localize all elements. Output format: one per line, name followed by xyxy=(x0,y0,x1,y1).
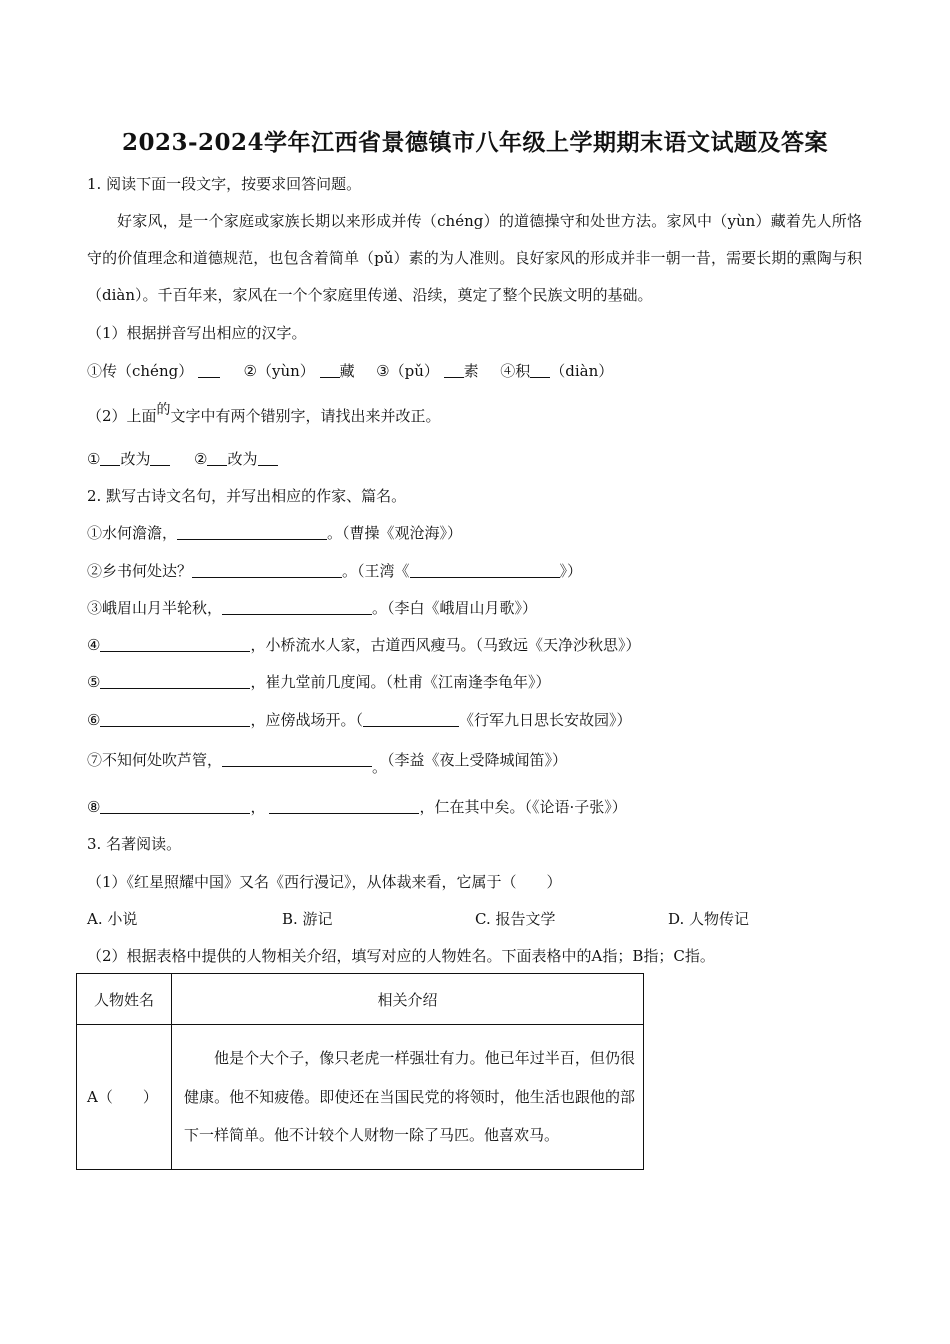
q1-fix2-wrong-blank[interactable] xyxy=(207,451,227,466)
q2-i6-num: ⑥ xyxy=(87,711,101,729)
q1-a4-label: ④积 xyxy=(500,362,531,380)
q2-i2-source: 。（王湾《 xyxy=(342,562,410,580)
q2-i2-blank[interactable] xyxy=(192,563,342,578)
q1-a3-tail: 素 xyxy=(463,362,479,380)
character-table xyxy=(76,973,644,1170)
q1-sub2-sup: 的 xyxy=(156,402,171,418)
q2-i7-source: （李益《夜上受降城闻笛》） xyxy=(387,751,568,769)
table-cell-name-a[interactable]: A（ ） xyxy=(77,1025,172,1170)
q2-i1-source: 。（曹操《观沧海》） xyxy=(327,524,463,542)
q2-i1-blank[interactable] xyxy=(177,525,327,540)
table-header-row xyxy=(77,974,644,1025)
q1-a3-label: ③（pǔ） xyxy=(376,362,439,380)
q2-i5-blank[interactable] xyxy=(100,674,250,689)
q2-i2-text: ②乡书何处达？ xyxy=(87,562,193,580)
q1-a4-tail: （diàn） xyxy=(550,362,614,380)
q1-fix2-right-blank[interactable] xyxy=(258,451,278,466)
q1-passage: 好家风，是一个家庭或家族长期以来形成并传（chéng）的道德操守和处世方法。家风中（yùn）藏着先人所恪守的价值理念和道德规范，也包含着简单（pǔ）素的为人准则。良好家风的形成并非一朝一昔，需要长期的熏陶与积（diàn）。千百年来，家风在一个个家庭里传递、沿续，奠定了整个民族文明的基础。 xyxy=(87,212,862,304)
q2-item-3 xyxy=(87,598,537,618)
q2-i8-comma: ， xyxy=(250,798,266,816)
q2-i2-title-blank[interactable] xyxy=(410,563,560,578)
q2-i8-num: ⑧ xyxy=(87,798,101,816)
q2-i6-source: 《行军九日思长安故园》） xyxy=(458,711,632,729)
q2-i3-source: 。（李白《峨眉山月歌》） xyxy=(372,599,538,617)
q1-fix1-mid: 改为 xyxy=(120,450,151,468)
q2-i3-text: ③峨眉山月半轮秋， xyxy=(87,599,223,617)
q1-sub2 xyxy=(87,402,441,427)
q1-a2-label: ②（yùn） xyxy=(243,362,315,380)
q1-a1-blank[interactable] xyxy=(198,363,220,378)
q2-i8-blank-2[interactable] xyxy=(269,799,419,814)
table-cell-intro-a: 他是个大个子，像只老虎一样强壮有力。他已年过半百，但仍很健康。他不知疲倦。即使还在当国民党的将领时，他生活也跟他的部下一样简单。他不计较个人财物一除了马匹。他喜欢马。 xyxy=(172,1025,644,1170)
q1-sub2-pre: （2）上面 xyxy=(87,407,157,425)
q2-i6-blank[interactable] xyxy=(100,712,250,727)
q3-stem: 3. 名著阅读。 xyxy=(87,835,182,853)
q2-i7-text: ⑦不知何处吹芦管， xyxy=(87,751,223,769)
page-title: 2023-2024学年江西省景德镇市八年级上学期期末语文试题及答案 xyxy=(121,129,829,156)
q2-i5-text: ，崔九堂前几度闻。（杜甫《江南逢李龟年》） xyxy=(250,673,551,691)
q1-a4-blank[interactable] xyxy=(530,363,550,378)
q2-item-6 xyxy=(87,710,631,730)
q2-item-7 xyxy=(87,750,568,776)
q3-option-c[interactable]: C. 报告文学 xyxy=(475,910,556,928)
q1-a2-blank[interactable] xyxy=(320,363,340,378)
table-header-intro: 相关介绍 xyxy=(172,974,644,1025)
q1-fix2-pre: ② xyxy=(194,450,208,468)
q2-item-2 xyxy=(87,561,582,581)
q3-sub1: （1）《红星照耀中国》又名《西行漫记》，从体裁来看，它属于（ ） xyxy=(87,873,562,891)
q1-fix1-pre: ① xyxy=(87,450,101,468)
q3-option-d[interactable]: D. 人物传记 xyxy=(668,910,750,928)
table-header-name: 人物姓名 xyxy=(77,974,172,1025)
q2-i8-text: ，仁在其中矣。（《论语·子张》） xyxy=(419,798,627,816)
q2-stem: 2. 默写古诗文名句，并写出相应的作家、篇名。 xyxy=(87,487,407,505)
q1-a2-tail: 藏 xyxy=(339,362,355,380)
q2-i6-text: ，应傍战场开。（ xyxy=(250,711,363,729)
q2-i6-author-blank[interactable] xyxy=(363,712,459,727)
q1-a1-label: ①传（chéng） xyxy=(87,362,194,380)
q3-option-a[interactable]: A. 小说 xyxy=(87,910,138,928)
q1-sub1: （1）根据拼音写出相应的汉字。 xyxy=(87,324,307,342)
q2-i5-num: ⑤ xyxy=(87,673,101,691)
q1-sub2-post: 文字中有两个错别字，请找出来并改正。 xyxy=(170,407,441,425)
q3-option-b[interactable]: B. 游记 xyxy=(282,910,333,928)
q3-sub2: （2）根据表格中提供的人物相关介绍，填写对应的人物姓名。下面表格中的A指；B指；C指。 xyxy=(87,947,715,965)
q2-i8-blank-1[interactable] xyxy=(100,799,250,814)
q2-i3-blank[interactable] xyxy=(222,600,372,615)
q1-fix-row xyxy=(87,449,278,469)
q1-sub1-answers xyxy=(87,361,613,381)
q2-item-4 xyxy=(87,635,640,655)
q1-a3-blank[interactable] xyxy=(444,363,464,378)
q2-i1-text: ①水何澹澹， xyxy=(87,524,178,542)
q1-fix2-mid: 改为 xyxy=(227,450,258,468)
q2-i7-period: 。 xyxy=(372,758,388,776)
q2-item-8 xyxy=(87,797,627,817)
q1-stem: 1. 阅读下面一段文字，按要求回答问题。 xyxy=(87,175,362,193)
q2-i4-text: ，小桥流水人家，古道西风瘦马。（马致远《天净沙秋思》） xyxy=(250,636,641,654)
q2-item-1 xyxy=(87,523,462,543)
q2-i4-num: ④ xyxy=(87,636,101,654)
q2-i7-blank[interactable] xyxy=(222,752,372,767)
q2-item-5 xyxy=(87,672,550,692)
q2-i4-blank[interactable] xyxy=(100,637,250,652)
q2-i2-close: 》） xyxy=(559,562,583,580)
q1-fix1-right-blank[interactable] xyxy=(150,451,170,466)
table-row xyxy=(77,1025,644,1170)
q1-fix1-wrong-blank[interactable] xyxy=(100,451,120,466)
